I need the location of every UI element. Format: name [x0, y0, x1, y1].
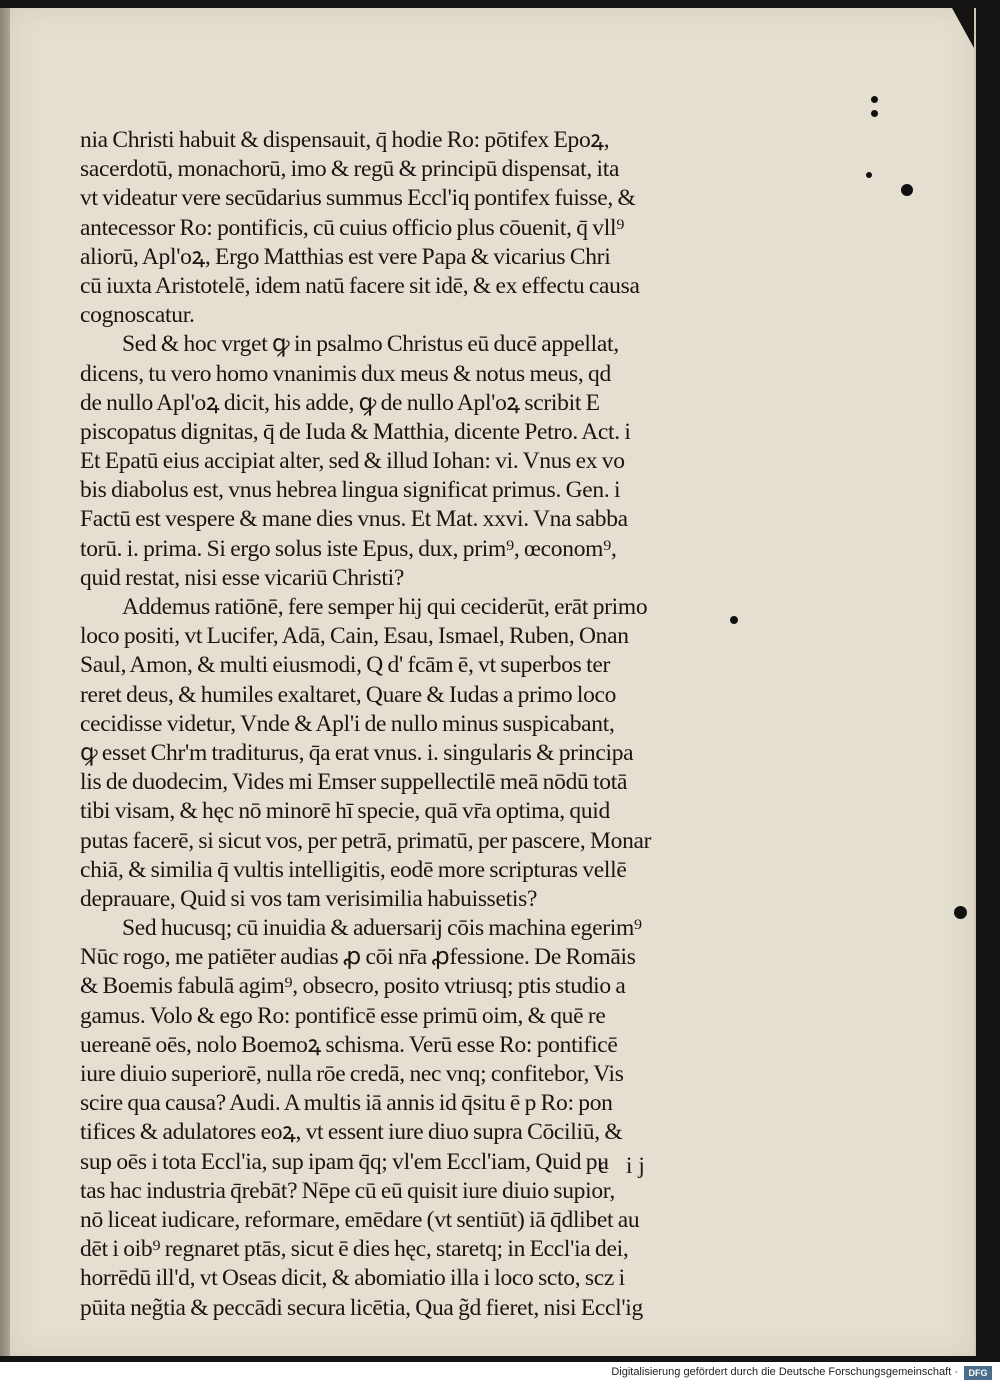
text-line: cū iuxta Aristotelē, idem natū facere sit idē, & ex effectu causa	[80, 272, 640, 299]
text-line: Saul, Amon, & multi eiusmodi, Q d' fcām ē, vt superbos ter	[80, 652, 610, 679]
text-line: de nullo Apl'oꝝ dicit, his adde, ꝙ de nullo Apl'oꝝ scribit E	[80, 389, 600, 416]
text-line: ꝙ esset Chr'm traditurus, q̄a erat vnus. i. singularis & principa	[80, 739, 634, 766]
text-line: tifices & adulatores eoꝝ, vt essent iure diuo supra Cōciliū, &	[80, 1119, 623, 1146]
text-line: quid restat, nisi esse vicariū Christi?	[80, 564, 404, 591]
text-line: vt videatur vere secūdarius summus Eccl'iq pontifex fuisse, &	[80, 185, 636, 212]
text-line: horrēdū ill'd, vt Oseas dicit, & abomiatio illa i loco scto, scz i	[80, 1265, 625, 1292]
text-line: Addemus ratiōnē, fere semper hij qui ceciderūt, erāt primo	[122, 594, 648, 620]
text-line: putas facerē, si sicut vos, per petrā, primatū, per pascere, Monar	[80, 827, 652, 854]
text-line: loco positi, vt Lucifer, Adā, Cain, Esau, Ismael, Ruben, Onan	[80, 623, 629, 650]
ink-spot	[730, 616, 738, 624]
text-line: tas hac industria q̄rebāt? Nēpe cū eū quisit iure diuio supior,	[80, 1177, 615, 1204]
body-text	[80, 126, 680, 1323]
text-line: chiā, & similia q̄ vultis intelligitis, eodē more scripturas vellē	[80, 856, 627, 883]
text-line: Sed & hoc vrget ꝙ in psalmo Christus eū ducē appellat,	[122, 331, 619, 358]
ink-spot	[871, 110, 878, 117]
text-line: nō liceat iudicare, reformare, emēdare (vt sentiūt) iā q̄dlibet au	[80, 1206, 640, 1233]
text-line: lis de duodecim, Vides mi Emser suppellectilē meā nōdū totā	[80, 769, 628, 796]
text-line: cognoscatur.	[80, 302, 195, 329]
text-line: aliorū, Apl'oꝝ, Ergo Matthias est vere Papa & vicarius Chri	[80, 243, 611, 270]
text-line: bis diabolus est, vnus hebrea lingua significat primus. Gen. i	[80, 477, 621, 504]
text-line: Factū est vespere & mane dies vnus. Et Mat. xxvi. Vna sabba	[80, 506, 628, 533]
dfg-logo: DFG	[964, 1366, 992, 1380]
page-corner-notch	[952, 8, 974, 48]
text-line: reret deus, & humiles exaltaret, Quare & Iudas a primo loco	[80, 681, 617, 708]
ink-spot	[954, 906, 967, 919]
text-line: piscopatus dignitas, q̄ de Iuda & Matthia, dicente Petro. Act. i	[80, 418, 631, 445]
ink-spot	[901, 184, 913, 196]
text-line: nia Christi habuit & dispensauit, q̄ hodie Ro: pōtifex Epoꝝ,	[80, 127, 610, 153]
text-line: tibi visam, & hęc nō minorē hī specie, quā vr̄a optima, quid	[80, 798, 610, 825]
text-line: pūita neg̃tia & peccādi secura licētia, Qua g̃d fieret, nisi Eccl'ig	[80, 1294, 643, 1321]
text-line: deprauare, Quid si vos tam verisimilia habuissetis?	[80, 885, 538, 912]
text-line: sacerdotū, monachorū, imo & regū & principū dispensat, ita	[80, 156, 620, 183]
text-line: dicens, tu vero homo vnanimis dux meus & notus meus, qd	[80, 360, 611, 387]
text-line: torū. i. prima. Si ergo solus iste Epus, dux, prim⁹, œconom⁹,	[80, 535, 617, 562]
text-line: cecidisse videtur, Vnde & Apl'i de nullo minus suspicabant,	[80, 710, 615, 737]
text-line: iure diuio superiorē, nulla rōe credā, nec vnq; confitebor, Vis	[80, 1061, 624, 1087]
text-line: & Boemis fabulā agim⁹, obsecro, posito vtriusq; ptis studio a	[80, 973, 626, 1000]
text-line: antecessor Ro: pontificis, cū cuius officio plus cōuenit, q̄ vll⁹	[80, 214, 625, 241]
text-line: scire qua causa? Audi. A multis iā annis id q̄situ ē p Ro: pon	[80, 1090, 613, 1117]
ink-spot	[866, 172, 872, 178]
text-line: dēt i oib⁹ regnaret ptās, sicut ē dies hęc, staretq; in Eccl'ia dei,	[80, 1236, 629, 1263]
text-line: Et Epatū eius accipiat alter, sed & illud Iohan: vi. Vnus ex vo	[80, 448, 625, 475]
signature-mark: c ij	[598, 1153, 651, 1178]
text-line: gamus. Volo & ego Ro: pontificē esse primū oim, & quē re	[80, 1002, 606, 1029]
text-line: sup oēs i tota Eccl'ia, sup ipam q̄q; vl'em Eccl'iam, Quid pu	[80, 1148, 609, 1175]
ink-spot	[871, 96, 878, 103]
text-line: Sed hucusq; cū inuidia & aduersarij cōis machina egerim⁹	[122, 915, 642, 942]
text-line: uereanē oēs, nolo Boemoꝝ schisma. Verū esse Ro: pontificē	[80, 1031, 618, 1058]
text-line: Nūc rogo, me patiēter audias ꝓ cōi nr̄a ꝓfessione. De Romāis	[80, 944, 636, 971]
footer-credit: Digitalisierung gefördert durch die Deutsche Forschungsgemeinschaft ·	[611, 1366, 958, 1378]
